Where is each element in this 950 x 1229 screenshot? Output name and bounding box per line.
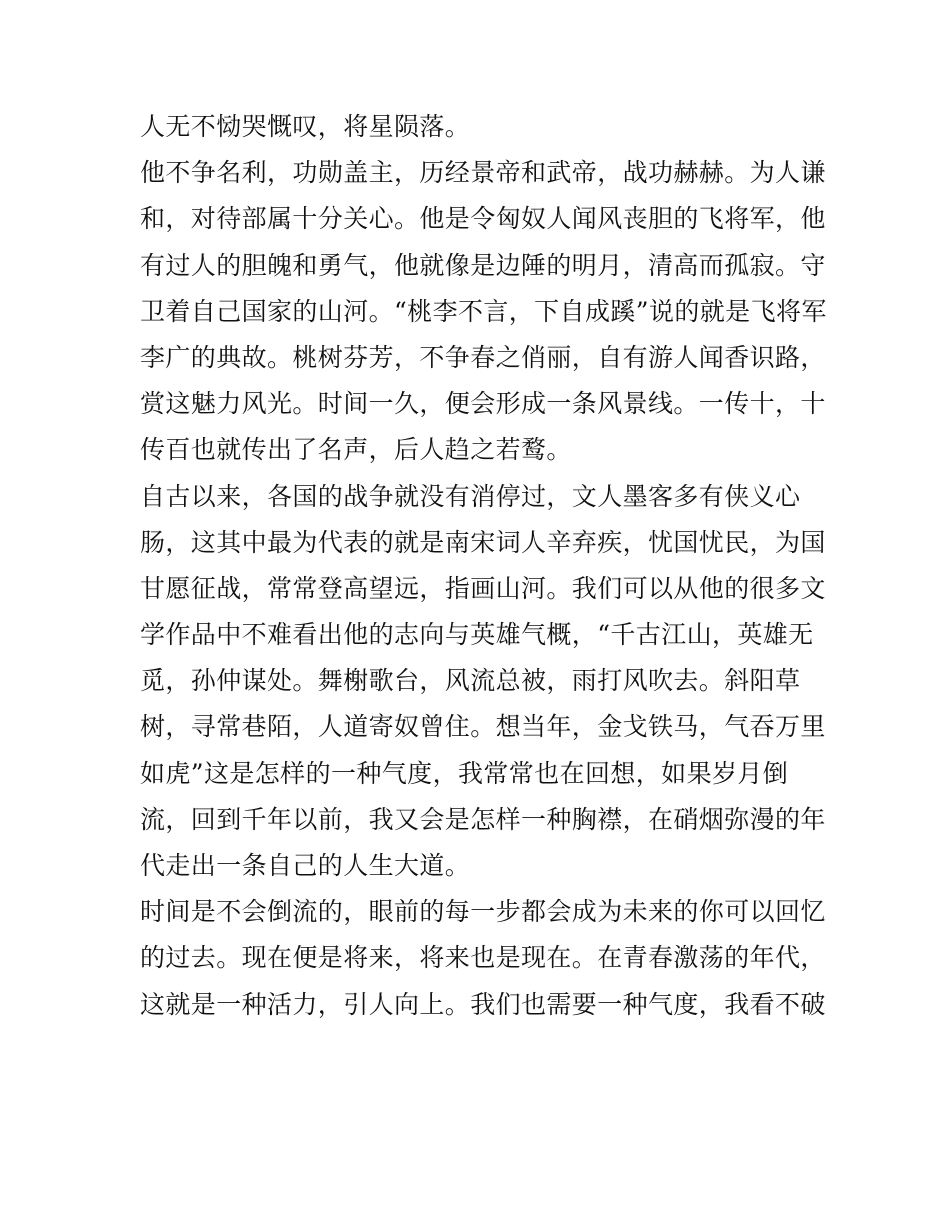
text-line: 人无不恸哭慨叹，将星陨落。 — [140, 112, 471, 141]
text-line: 李广的典故。桃树芬芳，不争春之俏丽，自有游人闻香识路， — [140, 342, 826, 372]
text-line: 肠，这其中最为代表的就是南宋词人辛弃疾，忧国忧民，为国 — [140, 527, 826, 557]
text-line: 有过人的胆魄和勇气，他就像是边陲的明月，清高而孤寂。守 — [140, 250, 826, 280]
text-line: 树，寻常巷陌，人道寄奴曾住。想当年，金戈铁马，气吞万里 — [140, 712, 826, 742]
text-line: 和，对待部属十分关心。他是令匈奴人闻风丧胆的飞将军，他 — [140, 204, 826, 234]
text-line: 的过去。现在便是将来，将来也是现在。在青春激荡的年代， — [140, 943, 826, 973]
text-line: 自古以来，各国的战争就没有消停过，文人墨客多有侠义心 — [140, 481, 801, 511]
body-text — [140, 104, 827, 1028]
text-line: 他不争名利，功勋盖主，历经景帝和武帝，战功赫赫。为人谦 — [140, 158, 826, 188]
text-line: 如虎”这是怎样的一种气度，我常常也在回想，如果岁月倒 — [140, 758, 789, 788]
text-line: 这就是一种活力，引人向上。我们也需要一种气度，我看不破 — [140, 989, 826, 1019]
text-line: 卫着自己国家的山河。“桃李不言，下自成蹊”说的就是飞将军 — [140, 296, 827, 326]
text-line: 传百也就传出了名声，后人趋之若鹜。 — [140, 435, 572, 465]
text-line: 代走出一条自己的人生大道。 — [140, 851, 471, 880]
text-line: 甘愿征战，常常登高望远，指画山河。我们可以从他的很多文 — [140, 573, 826, 603]
text-line: 觅，孙仲谋处。舞榭歌台，风流总被，雨打风吹去。斜阳草 — [140, 666, 801, 696]
text-line: 赏这魅力风光。时间一久，便会形成一条风景线。一传十，十 — [140, 389, 826, 419]
text-line: 学作品中不难看出他的志向与英雄气概，“千古江山，英雄无 — [140, 620, 814, 650]
text-line: 流，回到千年以前，我又会是怎样一种胸襟，在硝烟弥漫的年 — [140, 804, 826, 834]
text-line: 时间是不会倒流的，眼前的每一步都会成为未来的你可以回忆 — [140, 897, 826, 927]
